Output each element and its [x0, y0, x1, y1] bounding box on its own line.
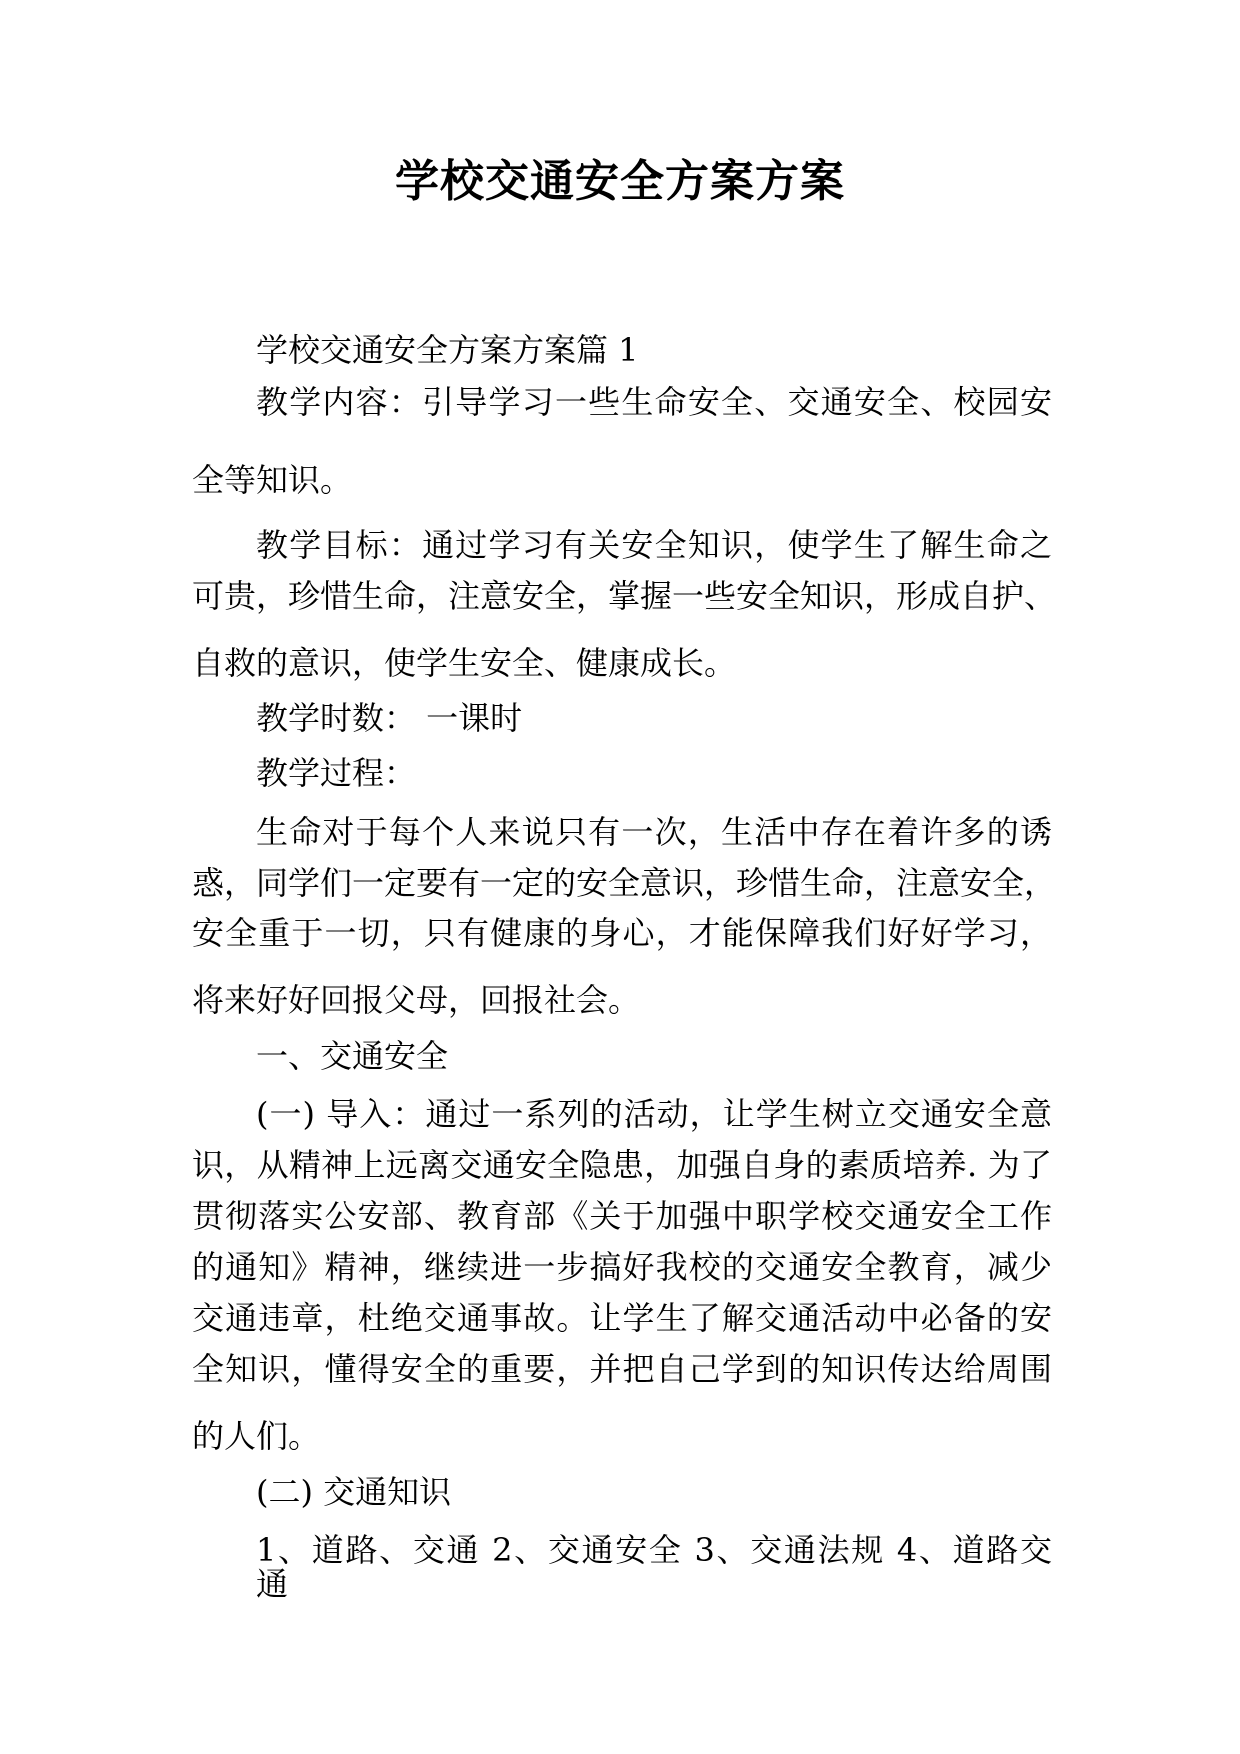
section-heading-traffic-safety: 一、交通安全	[256, 1037, 449, 1075]
paragraph-line: 全知识，懂得安全的重要，并把自己学到的知识传达给周围	[192, 1350, 1052, 1388]
paragraph-line: 安全重于一切，只有健康的身心，才能保障我们好好学习，	[192, 914, 1052, 952]
paragraph-line: 可贵，珍惜生命，注意安全，掌握一些安全知识，形成自护、	[192, 577, 1057, 615]
paragraph-line: 的通知》精神，继续进一步搞好我校的交通安全教育，减少	[192, 1248, 1052, 1286]
paragraph-line: 自救的意识，使学生安全、健康成长。	[192, 644, 737, 682]
paragraph-line: 交通违章，杜绝交通事故。让学生了解交通活动中必备的安	[192, 1299, 1052, 1337]
paragraph-line: 生命对于每个人来说只有一次，生活中存在着许多的诱	[256, 813, 1052, 851]
paragraph-line: 将来好好回报父母，回报社会。	[192, 981, 641, 1019]
paragraph-line: 的人们。	[192, 1417, 321, 1455]
paragraph-line: 惑，同学们一定要有一定的安全意识，珍惜生命，注意安全，	[192, 864, 1057, 902]
paragraph-line: 全等知识。	[192, 461, 353, 499]
paragraph-line: 通	[256, 1565, 289, 1603]
document-title: 学校交通安全方案方案	[395, 156, 845, 207]
paragraph-line: 识，从精神上远离交通安全隐患，加强自身的素质培养. 为了	[192, 1146, 1052, 1184]
paragraph-line: 1、道路、交通 2、交通安全 3、交通法规 4、道路交	[256, 1531, 1052, 1569]
paragraph-line: (一) 导入：通过一系列的活动，让学生树立交通安全意	[256, 1095, 1052, 1133]
paragraph-line: 教学时数： 一课时	[256, 699, 523, 737]
paragraph-line: 教学过程：	[256, 754, 417, 792]
paragraph-line: 教学目标：通过学习有关安全知识，使学生了解生命之	[256, 526, 1052, 564]
paragraph-line: 教学内容：引导学习一些生命安全、交通安全、校园安	[256, 383, 1052, 421]
subsection-heading-traffic-knowledge: (二) 交通知识	[256, 1473, 452, 1511]
paragraph-line: 贯彻落实公安部、教育部《关于加强中职学校交通安全工作	[192, 1197, 1052, 1235]
section-heading-part1: 学校交通安全方案方案篇 1	[256, 331, 639, 369]
